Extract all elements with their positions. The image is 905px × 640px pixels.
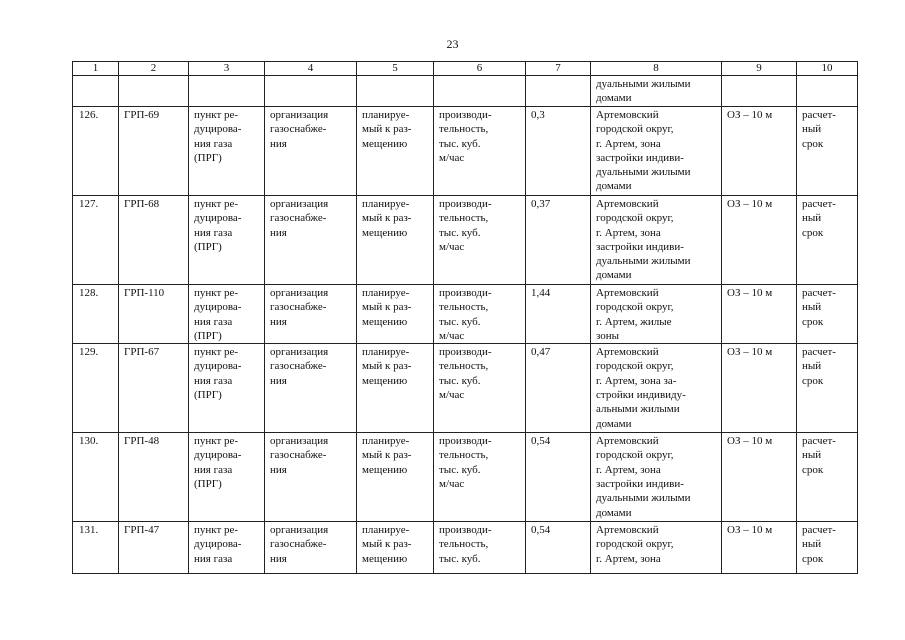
- table-cell: организация газоснабже- ния: [265, 522, 357, 574]
- table-cell: 129.: [73, 344, 119, 433]
- column-header: 8: [591, 62, 722, 76]
- table-row: [73, 285, 858, 344]
- column-header: 1: [73, 62, 119, 76]
- table-cell: пункт ре- дуцирова- ния газа (ПРГ): [189, 196, 265, 285]
- table-cell: производи- тельность, тыс. куб. м/час: [434, 433, 526, 522]
- table-cell: дуальными жилыми домами: [591, 76, 722, 107]
- table-cell: ОЗ – 10 м: [722, 285, 797, 344]
- column-number-row: [73, 62, 858, 76]
- table-cell: планируе- мый к раз- мещению: [357, 285, 434, 344]
- column-header: 9: [722, 62, 797, 76]
- column-header: 3: [189, 62, 265, 76]
- table-cell: 128.: [73, 285, 119, 344]
- table-cell: 0,54: [526, 522, 591, 574]
- table-cell: [722, 76, 797, 107]
- table-cell: расчет- ный срок: [797, 344, 858, 433]
- table-row: [73, 433, 858, 522]
- table-cell: 0,37: [526, 196, 591, 285]
- column-header: 10: [797, 62, 858, 76]
- table-cell: планируе- мый к раз- мещению: [357, 107, 434, 196]
- table-cell: [73, 76, 119, 107]
- table-cell: ГРП-47: [119, 522, 189, 574]
- column-header: 7: [526, 62, 591, 76]
- table-cell: планируе- мый к раз- мещению: [357, 196, 434, 285]
- table-cell: Артемовский городской округ, г. Артем, жилые зоны: [591, 285, 722, 344]
- table-cell: расчет- ный срок: [797, 107, 858, 196]
- table-cell: планируе- мый к раз- мещению: [357, 433, 434, 522]
- table-cell: расчет- ный срок: [797, 285, 858, 344]
- table-cell: 0,47: [526, 344, 591, 433]
- table-row: [73, 107, 858, 196]
- table-cell: [119, 76, 189, 107]
- table-cell: производи- тельность, тыс. куб. м/час: [434, 196, 526, 285]
- table-cell: ОЗ – 10 м: [722, 196, 797, 285]
- table-cell: 0,54: [526, 433, 591, 522]
- table-cell: пункт ре- дуцирова- ния газа (ПРГ): [189, 107, 265, 196]
- table-cell: ОЗ – 10 м: [722, 107, 797, 196]
- table-cell: [189, 76, 265, 107]
- table-body: [73, 76, 858, 574]
- table-cell: 1,44: [526, 285, 591, 344]
- table-cell: ОЗ – 10 м: [722, 433, 797, 522]
- table-cell: 127.: [73, 196, 119, 285]
- column-header: 6: [434, 62, 526, 76]
- table-cell: [526, 76, 591, 107]
- table-cell: Артемовский городской округ, г. Артем, зона застройки индиви- дуальными жилыми домами: [591, 107, 722, 196]
- continuation-row: [73, 76, 858, 107]
- table-cell: организация газоснабже- ния: [265, 344, 357, 433]
- table-cell: производи- тельность, тыс. куб. м/час: [434, 344, 526, 433]
- table-cell: организация газоснабже- ния: [265, 285, 357, 344]
- page-number: 23: [446, 37, 459, 51]
- table-cell: расчет- ный срок: [797, 196, 858, 285]
- table-cell: [357, 76, 434, 107]
- zones-table: [72, 61, 858, 574]
- table-cell: [797, 76, 858, 107]
- table-cell: ГРП-67: [119, 344, 189, 433]
- table-cell: 0,3: [526, 107, 591, 196]
- table-cell: расчет- ный срок: [797, 433, 858, 522]
- table-cell: [265, 76, 357, 107]
- table-cell: планируе- мый к раз- мещению: [357, 522, 434, 574]
- table-cell: производи- тельность, тыс. куб. м/час: [434, 285, 526, 344]
- table-cell: пункт ре- дуцирова- ния газа: [189, 522, 265, 574]
- table-cell: Артемовский городской округ, г. Артем, зона: [591, 522, 722, 574]
- table-cell: Артемовский городской округ, г. Артем, зона за- стройки индивиду- альными жилыми домами: [591, 344, 722, 433]
- table-cell: 131.: [73, 522, 119, 574]
- table-row: [73, 344, 858, 433]
- table-cell: ГРП-69: [119, 107, 189, 196]
- column-header: 2: [119, 62, 189, 76]
- table-row: [73, 522, 858, 574]
- table-cell: ГРП-68: [119, 196, 189, 285]
- table-row: [73, 196, 858, 285]
- column-header: 5: [357, 62, 434, 76]
- table-cell: планируе- мый к раз- мещению: [357, 344, 434, 433]
- table-cell: Артемовский городской округ, г. Артем, зона застройки индиви- дуальными жилыми домами: [591, 196, 722, 285]
- table-cell: пункт ре- дуцирова- ния газа (ПРГ): [189, 285, 265, 344]
- table-cell: ГРП-110: [119, 285, 189, 344]
- table-cell: пункт ре- дуцирова- ния газа (ПРГ): [189, 344, 265, 433]
- table-cell: 130.: [73, 433, 119, 522]
- table-cell: организация газоснабже- ния: [265, 433, 357, 522]
- table-cell: ГРП-48: [119, 433, 189, 522]
- table-cell: организация газоснабже- ния: [265, 196, 357, 285]
- table-cell: 126.: [73, 107, 119, 196]
- column-header: 4: [265, 62, 357, 76]
- table-cell: ОЗ – 10 м: [722, 522, 797, 574]
- table-cell: ОЗ – 10 м: [722, 344, 797, 433]
- table-cell: [434, 76, 526, 107]
- table-cell: производи- тельность, тыс. куб.: [434, 522, 526, 574]
- table-cell: производи- тельность, тыс. куб. м/час: [434, 107, 526, 196]
- table-header: [73, 62, 858, 76]
- table-cell: Артемовский городской округ, г. Артем, зона застройки индиви- дуальными жилыми домами: [591, 433, 722, 522]
- table-cell: расчет- ный срок: [797, 522, 858, 574]
- table-cell: организация газоснабже- ния: [265, 107, 357, 196]
- table-cell: пункт ре- дуцирова- ния газа (ПРГ): [189, 433, 265, 522]
